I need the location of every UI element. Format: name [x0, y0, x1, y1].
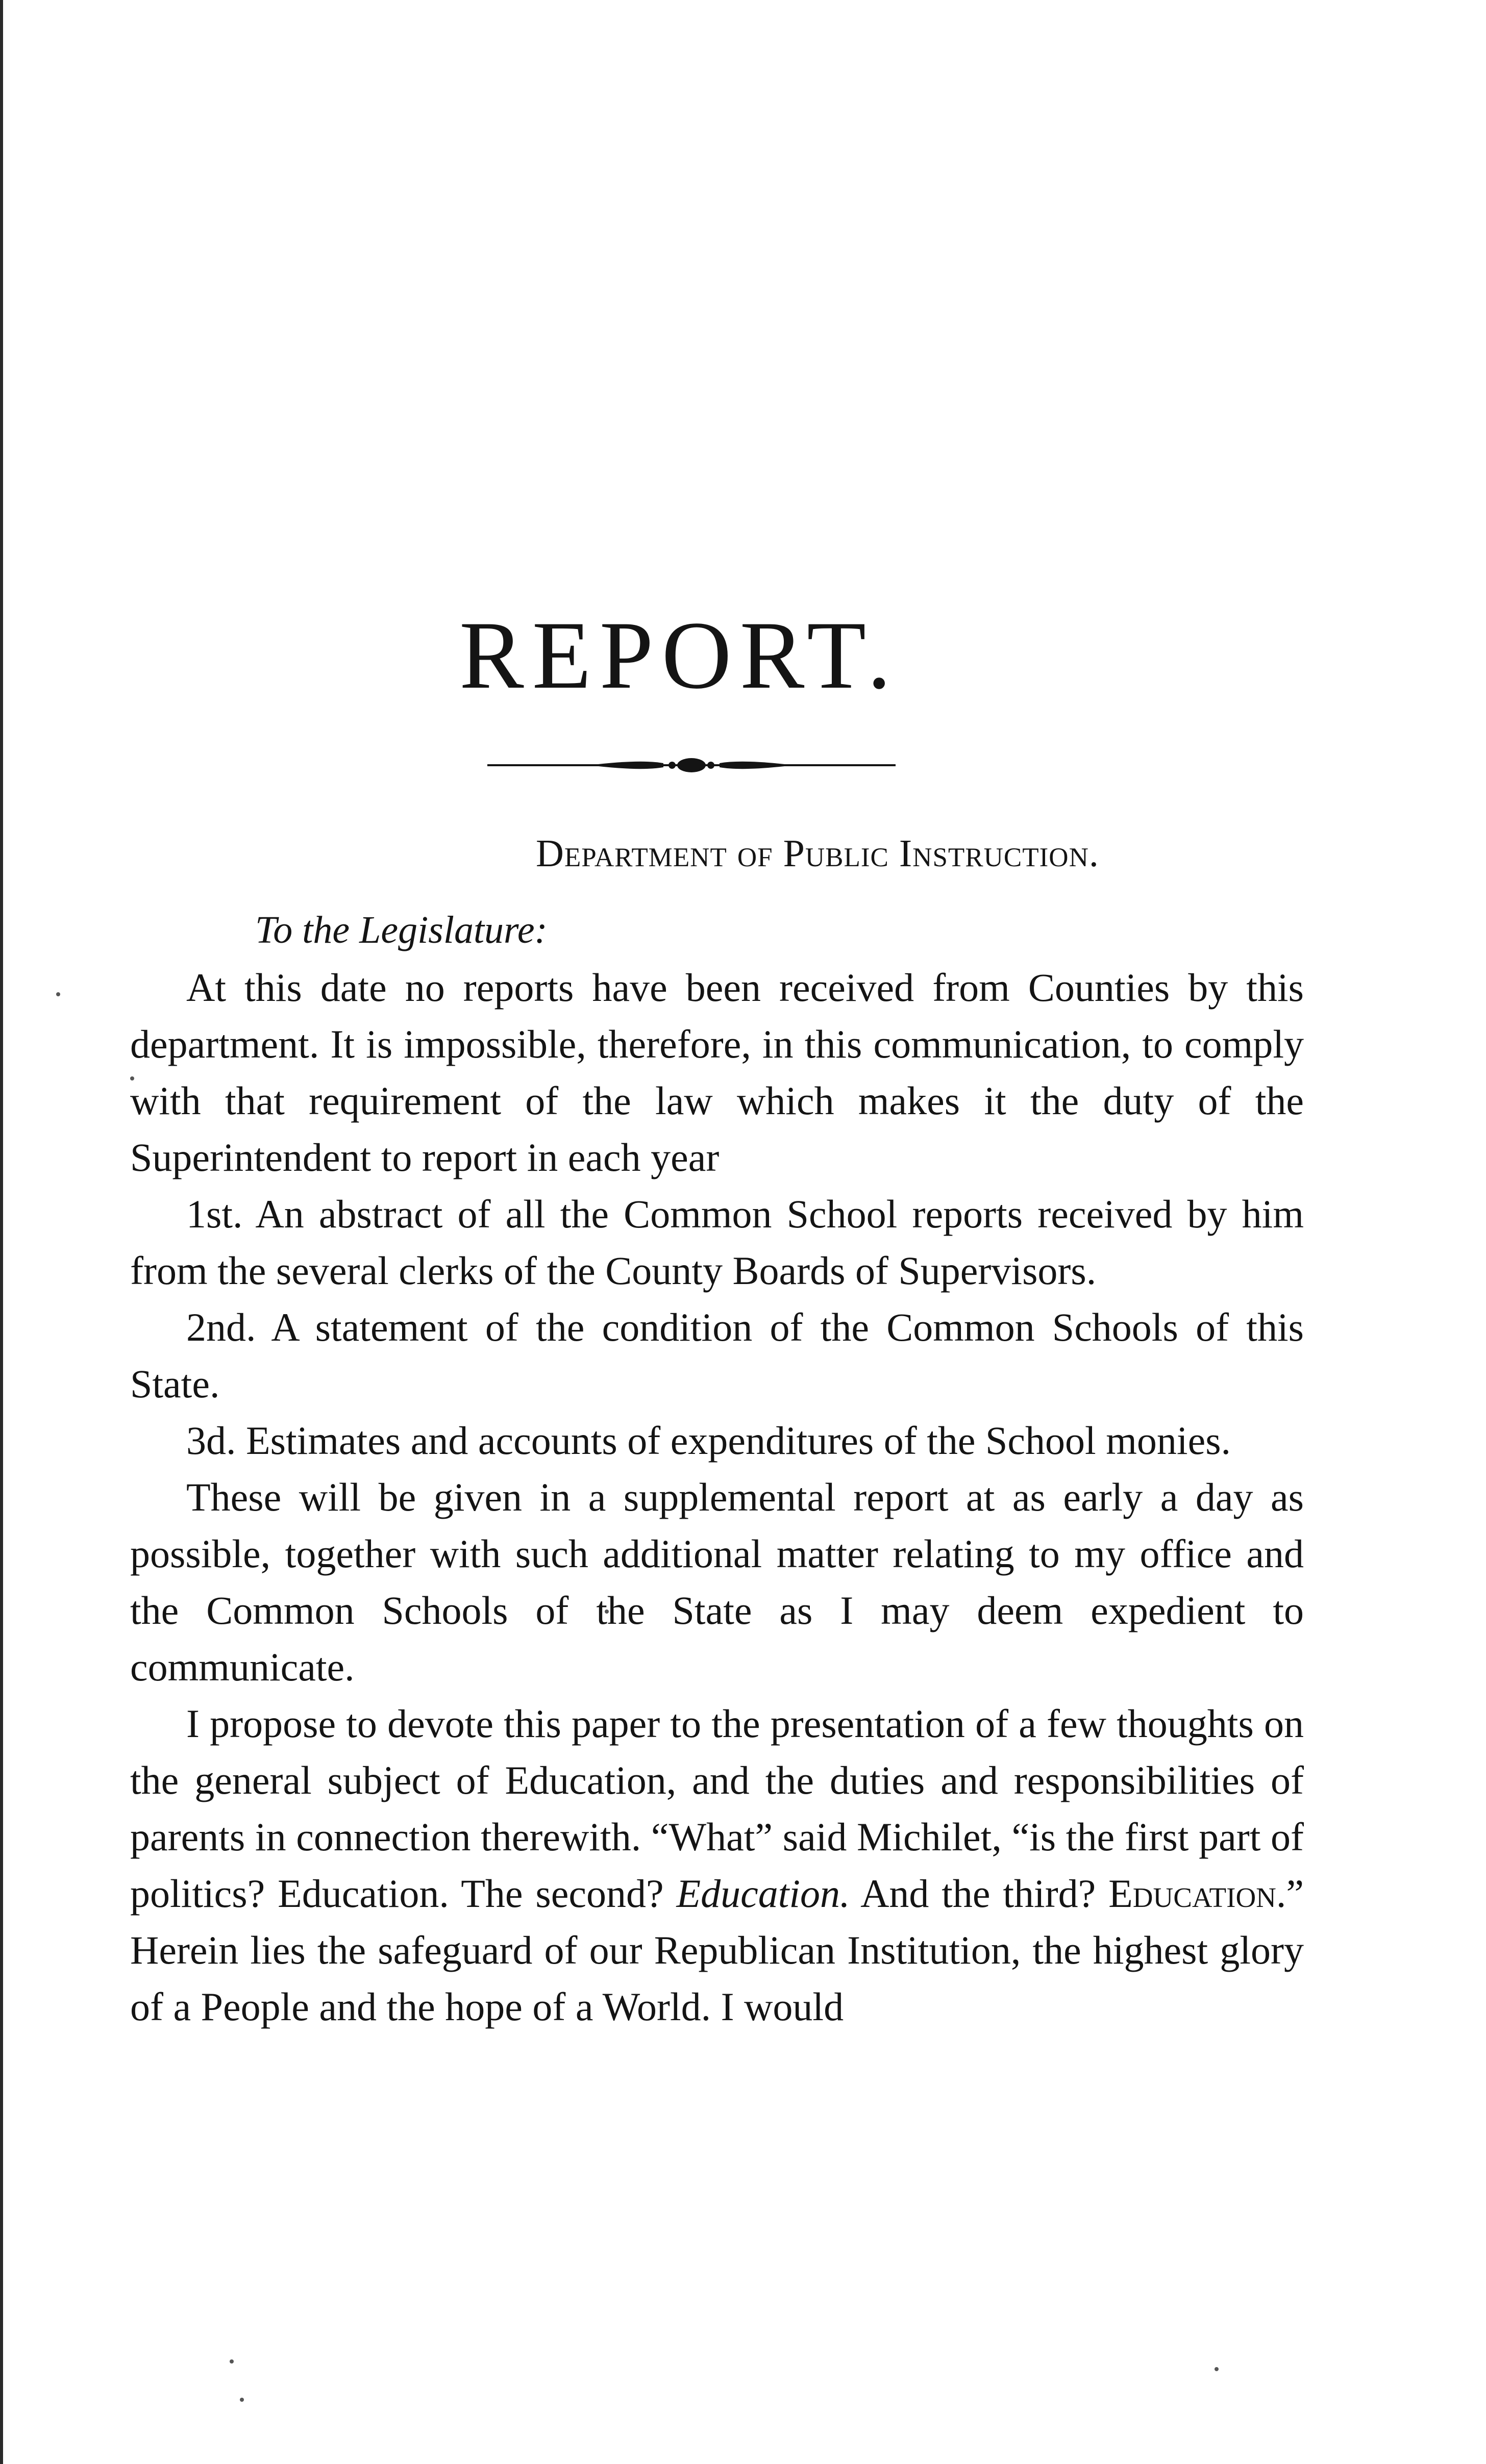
page-edge — [0, 0, 3, 2464]
paragraph-intro: I propose to devote this paper to the presentation of a few thoughts on the general subject of Education, and the duties and responsibilities of parents in connection therewith. — [130, 1701, 1304, 1859]
ink-speck — [1215, 2367, 1219, 2371]
quote-start: “What” said Michilet, “is the first part of politics? Education. The second? — [130, 1815, 1304, 1916]
ink-speck — [240, 2398, 244, 2402]
page-title: REPORT. — [459, 602, 900, 709]
paragraph-closing: Herein lies the safeguard of our Republican Institution, the highest glory of a People and the hope of a World. I would — [130, 1928, 1304, 2029]
paragraph: 2nd. A statement of the condition of the Common Schools of this State. — [130, 1305, 1304, 1406]
quote-third-answer: Education.” — [1108, 1871, 1304, 1916]
ink-speck — [230, 2359, 234, 2364]
department-heading: Department of Public Instruction. — [536, 832, 1099, 875]
paragraph: These will be given in a supplemental report at as early a day as possible, together with such additional matter relating to my office and the Common Schools of the State as I may deem expedient to communicate. — [130, 1475, 1304, 1689]
quote-second-answer: Education. — [676, 1871, 850, 1916]
salutation: To the Legislature: — [255, 909, 548, 951]
ornament-divider — [487, 750, 896, 781]
quote-third-question: And the third? — [860, 1871, 1096, 1916]
paragraph: At this date no reports have been received from Counties by this department. It is impossible, therefore, in this communication, to comply with that requirement of the law which makes it the duty of the Superintendent to report in each year — [130, 965, 1304, 1179]
paragraph-education — [130, 1695, 1304, 2035]
paragraph: 3d. Estimates and accounts of expenditures of the School monies. — [186, 1418, 1231, 1463]
paragraph: 1st. An abstract of all the Common School reports received by him from the several clerks of the County Boards of Supervisors. — [130, 1192, 1304, 1293]
report-body — [130, 959, 1304, 2035]
ink-speck — [56, 992, 60, 996]
